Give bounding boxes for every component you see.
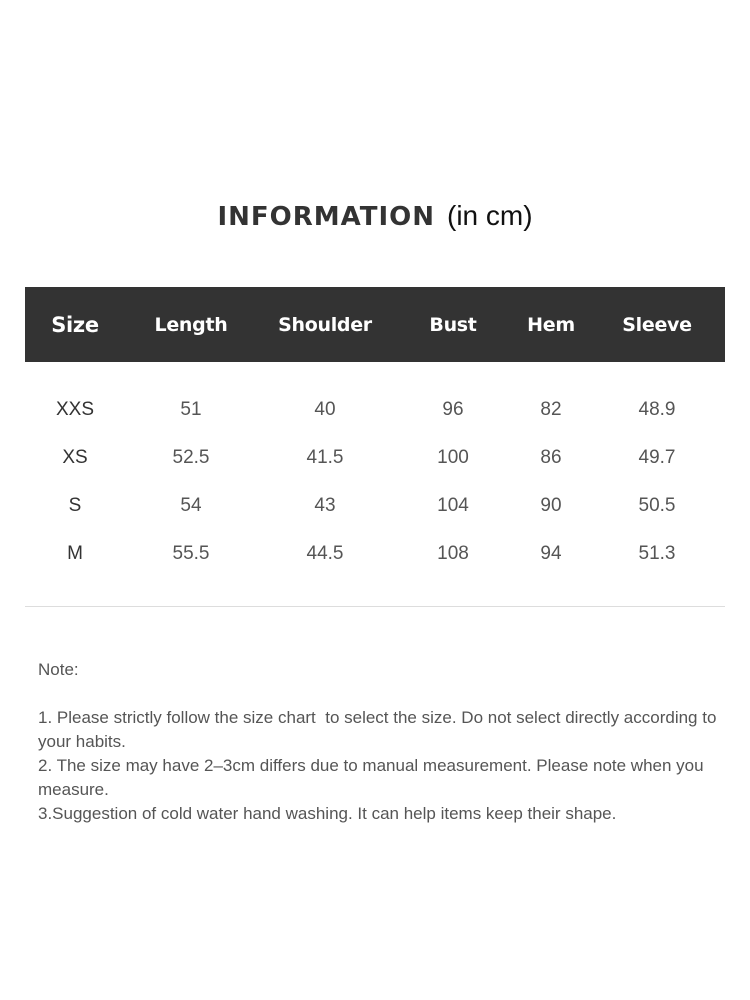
page-title — [0, 200, 750, 232]
table-cell: 50.5 — [638, 495, 676, 516]
note-item: 3.Suggestion of cold water hand washing. It can help items keep their shape. — [38, 804, 617, 823]
title-text: INFORMATION — [217, 202, 436, 232]
table-cell: 48.9 — [638, 399, 676, 420]
table-cell: 104 — [437, 495, 469, 516]
notes-section — [38, 658, 722, 826]
table-cell: 54 — [180, 495, 202, 516]
column-header-length: Length — [154, 313, 228, 336]
section-divider — [25, 606, 725, 607]
table-cell: 100 — [437, 447, 469, 468]
table-header-row — [25, 287, 725, 362]
table-cell-size: XS — [62, 447, 88, 468]
table-cell: 94 — [540, 543, 562, 564]
table-cell: 49.7 — [638, 447, 676, 468]
table-cell: 44.5 — [306, 543, 344, 564]
table-cell: 51.3 — [638, 543, 676, 564]
column-header-hem: Hem — [527, 313, 575, 336]
table-row — [25, 482, 725, 530]
table-cell: 86 — [540, 447, 562, 468]
table-cell: 108 — [437, 543, 469, 564]
table-row — [25, 530, 725, 578]
table-cell: 90 — [540, 495, 562, 516]
table-cell-size: S — [68, 495, 82, 516]
notes-heading: Note: — [38, 660, 79, 679]
column-header-sleeve: Sleeve — [622, 313, 692, 336]
table-cell: 43 — [314, 495, 336, 516]
table-row — [25, 434, 725, 482]
table-spacer — [25, 362, 725, 386]
table-cell: 40 — [314, 399, 336, 420]
table-cell-size: M — [67, 543, 83, 564]
table-cell: 52.5 — [172, 447, 210, 468]
table-cell: 55.5 — [172, 543, 210, 564]
table-cell: 82 — [540, 399, 562, 420]
note-item: 2. The size may have 2–3cm differs due to manual measurement. Please note when you measure. — [38, 756, 709, 799]
table-cell-size: XXS — [55, 399, 95, 420]
size-chart-table — [25, 287, 725, 578]
column-header-bust: Bust — [429, 313, 477, 336]
table-cell: 96 — [442, 399, 464, 420]
note-item: 1. Please strictly follow the size chart to select the size. Do not select directly according to your habits. — [38, 708, 722, 751]
column-header-size: Size — [51, 312, 99, 337]
title-unit: (in cm) — [447, 200, 533, 231]
column-header-shoulder: Shoulder — [278, 313, 372, 336]
table-cell: 41.5 — [306, 447, 344, 468]
table-cell: 51 — [180, 399, 202, 420]
table-row — [25, 386, 725, 434]
